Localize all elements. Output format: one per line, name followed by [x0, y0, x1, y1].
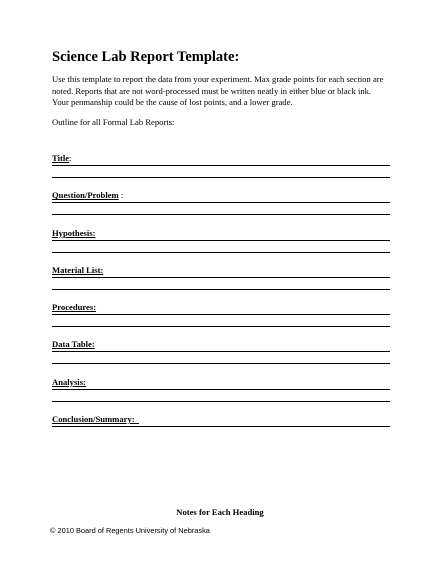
- intro-line: Your penmanship could be the cause of lost points, and a lower grade.: [52, 97, 293, 107]
- section-heading-row: [52, 190, 390, 203]
- answer-line: [52, 177, 390, 178]
- copyright-footer: © 2010 Board of Regents University of Nebraska: [50, 526, 210, 535]
- section-heading: Question/Problem: [52, 190, 119, 201]
- section-heading-suffix: :: [69, 153, 72, 163]
- page-title: Science Lab Report Template:: [52, 49, 240, 65]
- answer-line: [52, 252, 390, 253]
- section-heading: Hypothesis:: [52, 227, 96, 238]
- section-heading: Conclusion/Summary:: [52, 414, 139, 425]
- section-heading-suffix: :: [118, 190, 124, 201]
- section-material-list: [52, 265, 390, 302]
- section-analysis: [52, 377, 390, 414]
- section-heading-row: [52, 414, 390, 427]
- section-question: [52, 190, 390, 227]
- section-heading-row: [52, 265, 390, 278]
- intro-line: Use this template to report the data from your experiment. Max grade points for each section are: [52, 74, 384, 84]
- section-heading: Data Table:: [52, 339, 95, 350]
- section-heading: Material List:: [52, 264, 104, 275]
- section-heading-row: [52, 153, 390, 166]
- intro-line: noted. Reports that are not word-processed must be written neatly in either blue or black ink.: [52, 85, 372, 96]
- notes-heading: Notes for Each Heading: [176, 507, 264, 517]
- answer-line: [52, 289, 390, 290]
- section-conclusion: [52, 414, 390, 451]
- answer-line: [52, 214, 390, 215]
- report-sections: [52, 153, 390, 451]
- answer-line: [52, 401, 390, 402]
- outline-label: Outline for all Formal Lab Reports:: [52, 117, 175, 127]
- section-hypothesis: [52, 228, 390, 265]
- section-heading-row: [52, 302, 390, 315]
- section-procedures: [52, 302, 390, 339]
- section-heading-row: [52, 339, 390, 352]
- section-heading: Title: [52, 153, 70, 163]
- section-heading-row: [52, 377, 390, 390]
- section-data-table: [52, 339, 390, 376]
- section-title: [52, 153, 390, 190]
- section-heading: Procedures:: [52, 302, 97, 313]
- section-heading-row: [52, 228, 390, 241]
- intro-paragraph: [52, 74, 392, 109]
- answer-line: [52, 326, 390, 327]
- section-heading: Analysis:: [52, 376, 86, 387]
- answer-line: [52, 363, 390, 364]
